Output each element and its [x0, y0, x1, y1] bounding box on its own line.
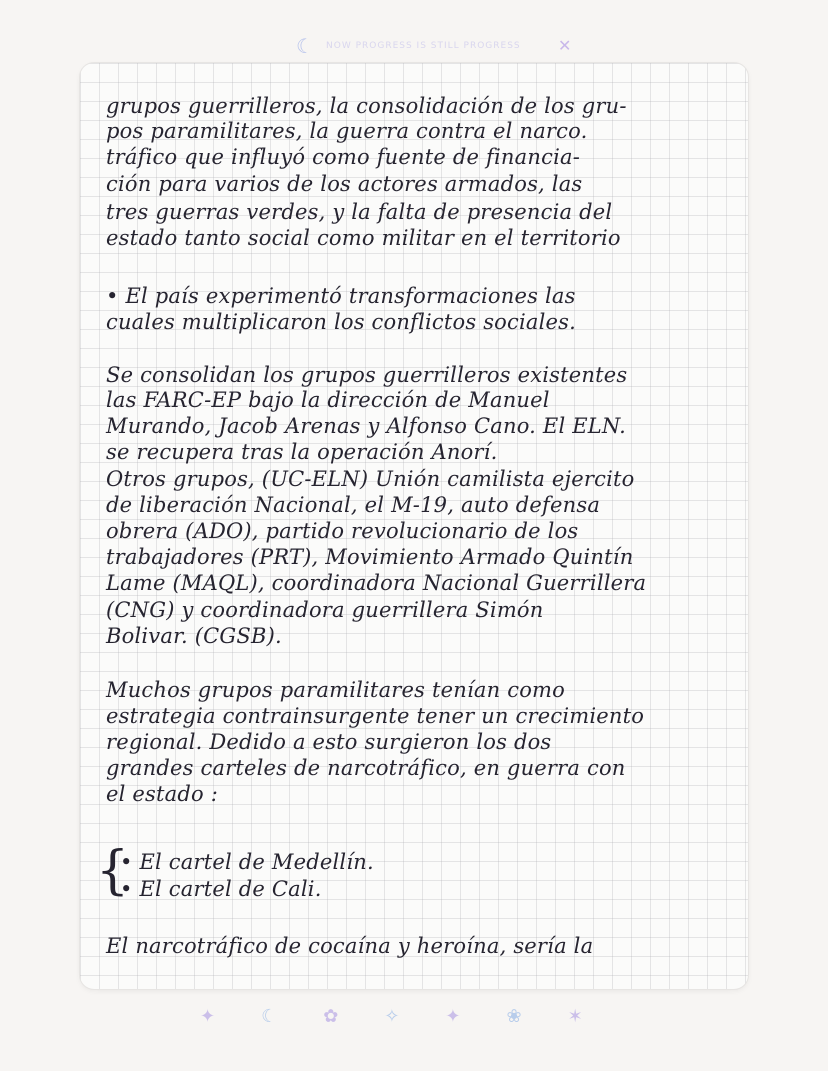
note-bullet: • El cartel de Cali.: [120, 877, 322, 901]
note-line: tres guerras verdes, y la falta de presencia del: [106, 200, 613, 224]
note-line: Muchos grupos paramilitares tenían como: [106, 678, 566, 702]
notebook-page: [80, 63, 748, 989]
decoration-text: NOW PROGRESS IS STILL PROGRESS: [326, 41, 521, 51]
note-line: Otros grupos, (UC-ELN) Unión camilista ejercito: [106, 467, 635, 491]
note-line: estrategia contrainsurgente tener un crecimiento: [106, 704, 645, 728]
header-decoration: [290, 36, 590, 58]
sparkle-icon: ✦: [445, 1005, 461, 1027]
note-line: pos paramilitares, la guerra contra el narco.: [106, 119, 588, 143]
note-line: Murando, Jacob Arenas y Alfonso Cano. El ELN.: [106, 414, 627, 438]
star-icon: ✶: [567, 1005, 583, 1027]
note-line: (CNG) y coordinadora guerrillera Simón: [106, 598, 544, 622]
note-line: ción para varios de los actores armados, las: [106, 172, 583, 196]
note-line: grupos guerrilleros, la consolidación de los gru-: [106, 94, 627, 118]
note-line: estado tanto social como militar en el territorio: [106, 226, 621, 250]
note-bullet: • El país experimentó transformaciones las: [106, 284, 576, 308]
flower-icon: ❀: [506, 1005, 522, 1027]
crescent-moon-icon: ☾: [296, 34, 315, 58]
note-line: cuales multiplicaron los conflictos sociales.: [106, 310, 577, 334]
sparkle-icon: ✕: [558, 36, 573, 55]
brace-icon: {: [96, 841, 130, 901]
sparkle-icon: ✦: [200, 1005, 216, 1027]
star-icon: ✧: [384, 1005, 400, 1027]
note-line: El narcotráfico de cocaína y heroína, sería la: [106, 934, 594, 958]
flower-icon: ✿: [323, 1005, 339, 1027]
footer-decoration: [80, 996, 828, 1036]
note-line: Bolivar. (CGSB).: [106, 624, 282, 648]
note-line: grandes carteles de narcotráfico, en guerra con: [106, 756, 626, 780]
note-line: tráfico que influyó como fuente de financia-: [106, 145, 580, 169]
note-line: regional. Dedido a esto surgieron los dos: [106, 730, 552, 754]
note-line: Lame (MAQL), coordinadora Nacional Guerrillera: [106, 571, 647, 595]
note-bullet: • El cartel de Medellín.: [120, 850, 374, 874]
note-line: de liberación Nacional, el M-19, auto defensa: [106, 493, 601, 517]
note-line: las FARC-EP bajo la dirección de Manuel: [106, 388, 550, 412]
note-line: trabajadores (PRT), Movimiento Armado Quintín: [106, 545, 634, 569]
note-line: el estado :: [106, 782, 219, 806]
moon-icon: ☾: [261, 1005, 278, 1027]
note-line: se recupera tras la operación Anorí.: [106, 440, 498, 464]
note-line: Se consolidan los grupos guerrilleros existentes: [106, 363, 628, 387]
note-line: obrera (ADO), partido revolucionario de los: [106, 519, 579, 543]
